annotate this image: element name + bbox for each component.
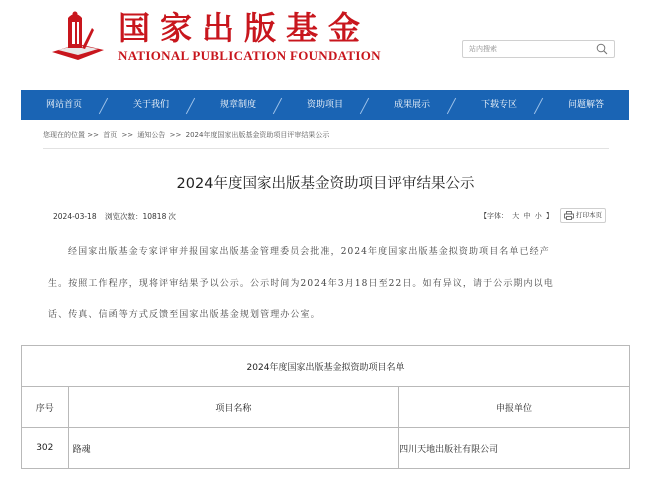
table-caption-row — [22, 346, 630, 387]
nav-item-about[interactable]: 关于我们 — [132, 100, 169, 110]
view-count-label: 浏览次数： — [104, 212, 143, 221]
breadcrumb — [43, 130, 331, 140]
font-size-selector — [480, 211, 555, 221]
main-nav — [21, 90, 629, 120]
font-size-small[interactable]: 小 — [534, 212, 542, 220]
breadcrumb-separator: >> — [169, 131, 182, 139]
paragraph-line-1: 经国家出版基金专家评审并报国家出版基金管理委员会批准，2024年度国家出版基金拟资助项目名单已经产 — [68, 247, 550, 257]
view-count-value: 10818 — [142, 212, 167, 221]
paragraph-line-2: 生。按照工作程序，现将评审结果予以公示。公示时间为2024年3月18日至22日。如有异议，请于公示期内以电 — [48, 279, 554, 289]
publish-date: 2024-03-18 — [53, 212, 97, 221]
logo-english-title: NATIONAL PUBLICATION FOUNDATION — [118, 48, 381, 63]
printer-icon — [564, 211, 574, 220]
nav-item-home[interactable]: 网站首页 — [45, 100, 82, 110]
nav-item-funded-projects[interactable]: 资助项目 — [306, 100, 343, 110]
site-logo[interactable] — [48, 6, 381, 66]
nav-item-achievements[interactable]: 成果展示 — [393, 100, 430, 110]
breadcrumb-current[interactable]: 2024年度国家出版基金资助项目评审结果公示 — [185, 131, 330, 139]
search-icon[interactable] — [596, 43, 608, 55]
cell-applicant: 四川天地出版社有限公司 — [399, 428, 630, 469]
nav-item-regulations[interactable]: 规章制度 — [219, 100, 256, 110]
breadcrumb-separator: >> — [121, 131, 134, 139]
logo-chinese-title: 国家出版基金 — [118, 9, 371, 47]
print-button[interactable] — [560, 208, 606, 223]
divider-line — [43, 148, 609, 149]
table-header-row — [22, 387, 630, 428]
header-project-name: 项目名称 — [68, 387, 399, 428]
font-size-close: 】 — [545, 212, 553, 220]
search-input[interactable] — [469, 41, 589, 57]
breadcrumb-home[interactable]: 首页 — [103, 131, 118, 139]
breadcrumb-notices[interactable]: 通知公告 — [137, 131, 166, 139]
table-row — [22, 428, 630, 469]
paragraph-line-3: 话、传真、信函等方式反馈至国家出版基金规划管理办公室。 — [48, 310, 321, 320]
print-button-label: 打印本页 — [576, 211, 602, 219]
project-list-table — [21, 345, 630, 469]
article-title: 2024年度国家出版基金资助项目评审结果公示 — [176, 176, 475, 192]
cell-project-name: 路魂 — [68, 428, 399, 469]
font-size-medium[interactable]: 中 — [523, 212, 531, 220]
header-applicant: 申报单位 — [399, 387, 630, 428]
header-number: 序号 — [22, 387, 69, 428]
foundation-emblem-icon — [48, 8, 108, 64]
article-meta — [53, 211, 182, 222]
nav-item-faq[interactable]: 问题解答 — [567, 100, 604, 110]
cell-number: 302 — [22, 428, 69, 469]
view-count-unit: 次 — [168, 212, 176, 221]
breadcrumb-prefix: 您现在的位置 >> — [43, 131, 99, 139]
search-box — [462, 40, 615, 58]
font-size-label: 【字体： — [480, 212, 508, 220]
nav-item-downloads[interactable]: 下载专区 — [480, 100, 517, 110]
font-size-large[interactable]: 大 — [512, 212, 520, 220]
table-caption: 2024年度国家出版基金拟资助项目名单 — [22, 346, 630, 387]
view-count — [105, 212, 176, 221]
